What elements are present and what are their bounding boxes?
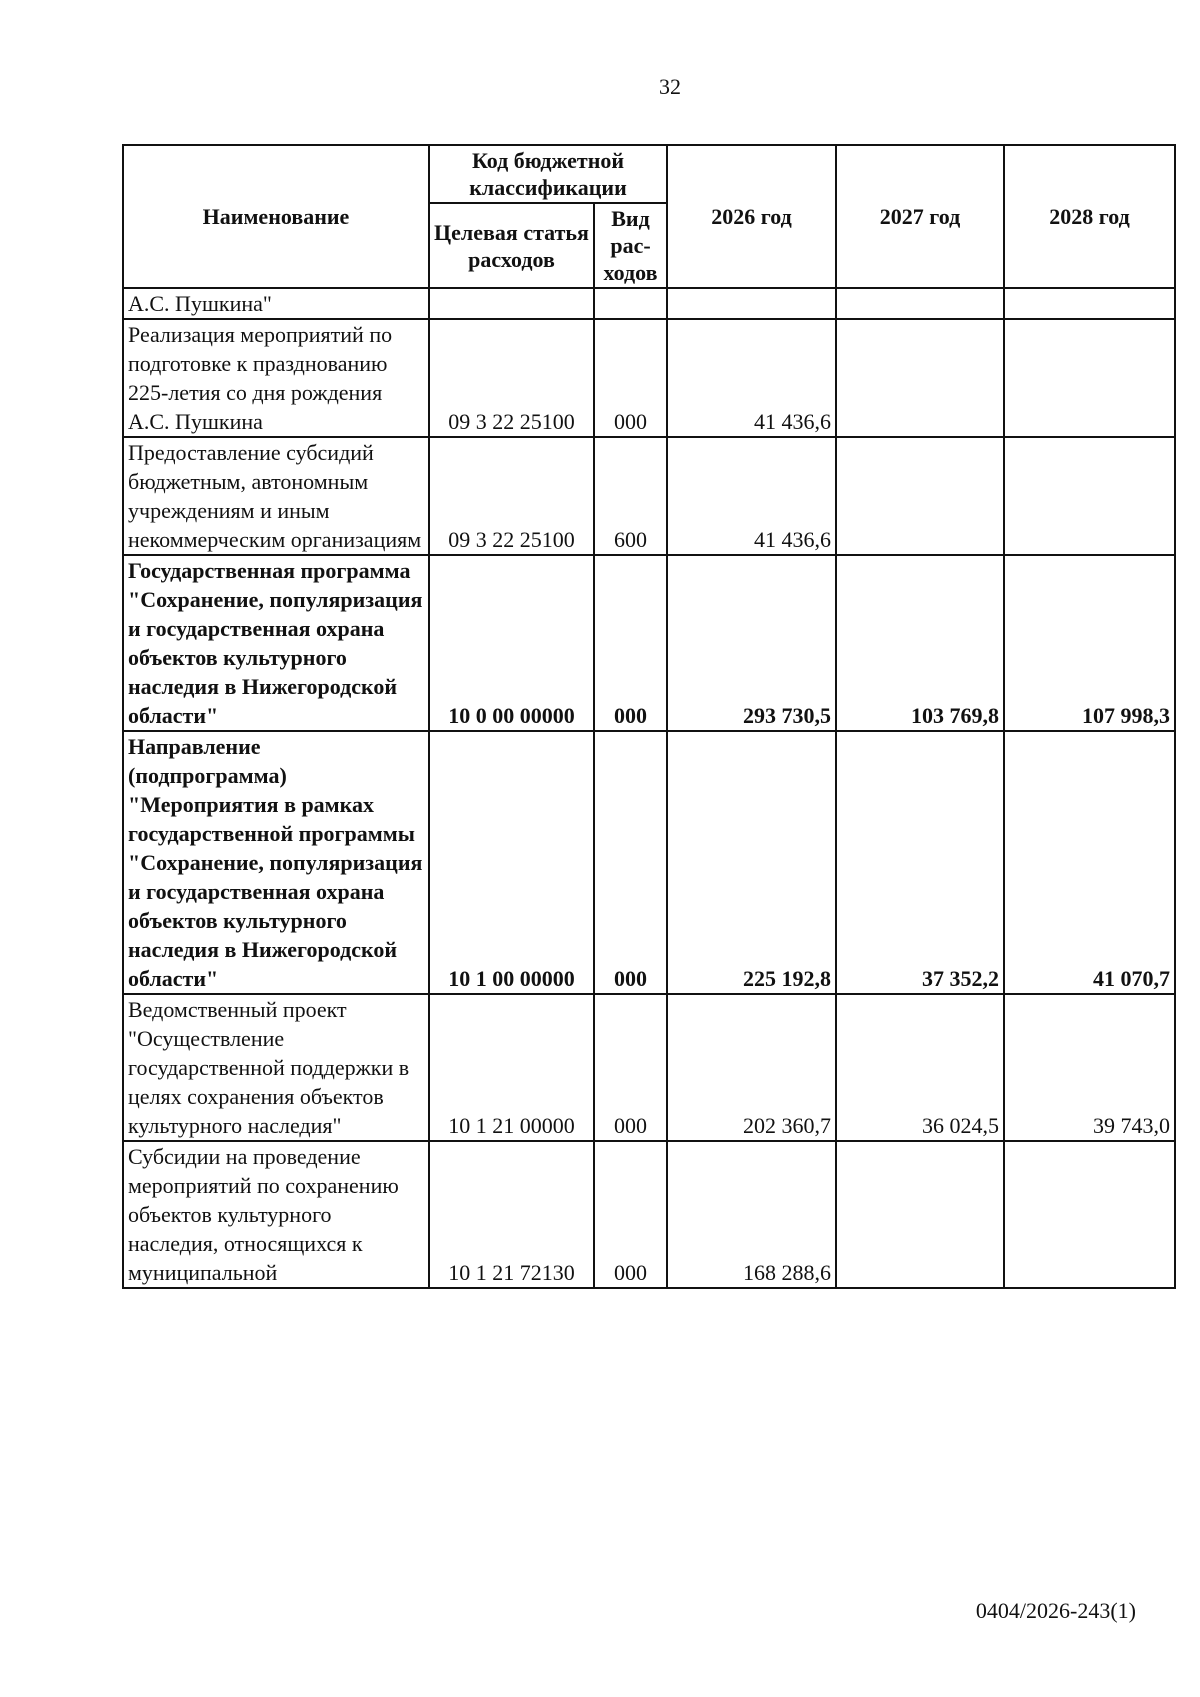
table-row xyxy=(123,319,1175,437)
cell-2028 xyxy=(1004,437,1175,555)
cell-target-code: 09 3 22 25100 xyxy=(429,437,594,555)
cell-name: Направление (подпрограмма) "Мероприятия в рамках государственной программы "Сохранение, популяризация и государственная охрана объектов культурного наследия в Нижегородской области" xyxy=(123,731,429,994)
header-name: Наименование xyxy=(123,145,429,288)
document-code: 0404/2026-243(1) xyxy=(975,1598,1136,1623)
cell-name: Реализация мероприятий по подготовке к празднованию 225-летия со дня рождения А.С. Пушкина xyxy=(123,319,429,437)
budget-table xyxy=(122,144,1176,1289)
cell-target-code: 10 1 21 00000 xyxy=(429,994,594,1141)
table-row xyxy=(123,994,1175,1141)
cell-target-code xyxy=(429,288,594,319)
cell-2027 xyxy=(836,319,1004,437)
cell-2027: 103 769,8 xyxy=(836,555,1004,731)
cell-2026: 293 730,5 xyxy=(667,555,836,731)
cell-2026: 202 360,7 xyxy=(667,994,836,1141)
table-row xyxy=(123,288,1175,319)
cell-expense-kind: 000 xyxy=(594,1141,667,1288)
page-number: 32 xyxy=(659,74,681,99)
cell-2026: 41 436,6 xyxy=(667,319,836,437)
cell-name: Субсидии на проведение мероприятий по сохранению объектов культурного наследия, относящихся к муниципальной xyxy=(123,1141,429,1288)
cell-name: Предоставление субсидий бюджетным, автономным учреждениям и иным некоммерческим организациям xyxy=(123,437,429,555)
cell-2028: 107 998,3 xyxy=(1004,555,1175,731)
cell-2028 xyxy=(1004,319,1175,437)
cell-2027: 37 352,2 xyxy=(836,731,1004,994)
cell-target-code: 10 1 00 00000 xyxy=(429,731,594,994)
cell-2027 xyxy=(836,1141,1004,1288)
header-2028: 2028 год xyxy=(1004,145,1175,288)
cell-2028 xyxy=(1004,288,1175,319)
cell-name: А.С. Пушкина" xyxy=(123,288,429,319)
table-row xyxy=(123,437,1175,555)
cell-2027: 36 024,5 xyxy=(836,994,1004,1141)
table-row xyxy=(123,1141,1175,1288)
cell-expense-kind xyxy=(594,288,667,319)
cell-name: Государственная программа "Сохранение, популяризация и государственная охрана объектов культурного наследия в Нижегородской области" xyxy=(123,555,429,731)
cell-target-code: 09 3 22 25100 xyxy=(429,319,594,437)
header-kind: Вид рас- ходов xyxy=(594,203,667,288)
cell-2028: 39 743,0 xyxy=(1004,994,1175,1141)
cell-expense-kind: 000 xyxy=(594,555,667,731)
cell-expense-kind: 600 xyxy=(594,437,667,555)
header-2027: 2027 год xyxy=(836,145,1004,288)
cell-target-code: 10 0 00 00000 xyxy=(429,555,594,731)
header-target: Целевая статья расходов xyxy=(429,203,594,288)
cell-name: Ведомственный проект "Осуществление государственной поддержки в целях сохранения объектов культурного наследия" xyxy=(123,994,429,1141)
cell-expense-kind: 000 xyxy=(594,994,667,1141)
table-row xyxy=(123,555,1175,731)
cell-2027 xyxy=(836,437,1004,555)
table-row xyxy=(123,731,1175,994)
table-header xyxy=(123,145,1175,288)
cell-2026: 225 192,8 xyxy=(667,731,836,994)
table-body xyxy=(123,288,1175,1288)
cell-2026: 168 288,6 xyxy=(667,1141,836,1288)
cell-2026 xyxy=(667,288,836,319)
header-code-group: Код бюджетной классификации xyxy=(429,145,667,203)
cell-expense-kind: 000 xyxy=(594,731,667,994)
cell-2027 xyxy=(836,288,1004,319)
cell-target-code: 10 1 21 72130 xyxy=(429,1141,594,1288)
cell-2028 xyxy=(1004,1141,1175,1288)
cell-expense-kind: 000 xyxy=(594,319,667,437)
header-2026: 2026 год xyxy=(667,145,836,288)
cell-2028: 41 070,7 xyxy=(1004,731,1175,994)
cell-2026: 41 436,6 xyxy=(667,437,836,555)
